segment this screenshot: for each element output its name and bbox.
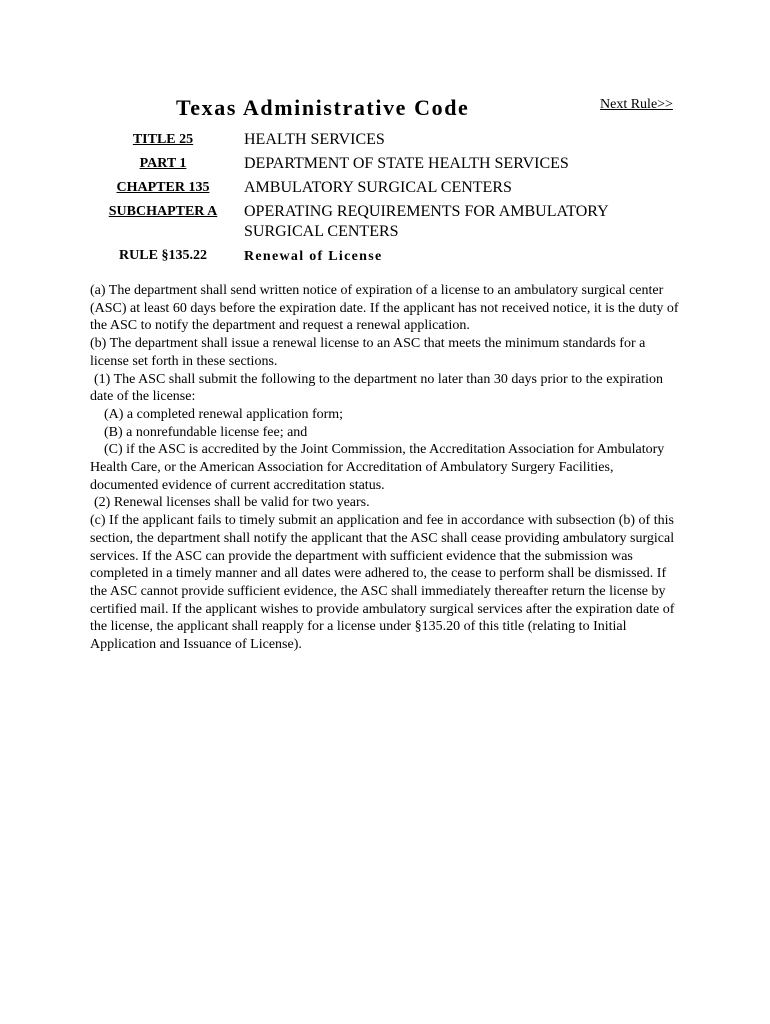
hierarchy-row-part xyxy=(90,152,690,176)
subchapter-link[interactable]: SUBCHAPTER A xyxy=(108,204,218,219)
rule-label: RULE §135.22 xyxy=(119,248,207,263)
title-link[interactable]: TITLE 25 xyxy=(132,132,194,147)
paragraph-b-1-a: (A) a completed renewal application form; xyxy=(104,406,344,422)
paragraph-a: (a) The department shall send written notice of expiration of a license to an ambulatory surgical center (ASC) at least 60 days before the expiration date. If the applicant has not received notice, it is the duty of the ASC to notify the department and request a renewal application. xyxy=(90,283,679,334)
rule-body xyxy=(90,282,680,654)
paragraph-b-2: (2) Renewal licenses shall be valid for two years. xyxy=(94,495,370,511)
next-rule-link[interactable]: Next Rule>> xyxy=(600,97,673,112)
part-value: DEPARTMENT OF STATE HEALTH SERVICES xyxy=(244,155,569,172)
part-link[interactable]: PART 1 xyxy=(139,156,187,171)
rule-name: Renewal of License xyxy=(244,249,383,264)
paragraph-c: (c) If the applicant fails to timely submit an application and fee in accordance with subsection (b) of this section, the department shall notify the applicant that the ASC shall cease providing ambulatory surgical services. If the ASC can provide the department with sufficient evidence that the submission was completed in a timely manner and all dates were adhered to, the cease to perform shall be dismissed. If the ASC cannot provide sufficient evidence, the ASC shall immediately thereafter return the license by certified mail. If the applicant wishes to provide ambulatory surgical services after the expiration date of the license, the applicant shall reapply for a license under §135.20 of this title (relating to Initial Application and Issuance of License). xyxy=(90,513,675,653)
paragraph-b-1-c: (C) if the ASC is accredited by the Joint Commission, the Accreditation Association for Ambulatory Health Care, or the American Association for Accreditation of Ambulatory Surgery Facilities, documented evidence of current accreditation status. xyxy=(90,442,665,493)
hierarchy-row-title xyxy=(90,128,690,152)
hierarchy-row-rule xyxy=(90,244,690,269)
chapter-link[interactable]: CHAPTER 135 xyxy=(116,180,210,195)
chapter-value: AMBULATORY SURGICAL CENTERS xyxy=(244,179,512,196)
hierarchy-row-chapter xyxy=(90,176,690,200)
paragraph-b-1: (1) The ASC shall submit the following to the department no later than 30 days prior to the expiration date of the license: xyxy=(90,371,663,405)
title-value: HEALTH SERVICES xyxy=(244,131,385,148)
paragraph-b-1-b: (B) a nonrefundable license fee; and xyxy=(104,424,308,440)
rule-hierarchy xyxy=(90,128,690,269)
paragraph-b: (b) The department shall issue a renewal license to an ASC that meets the minimum standards for a license set forth in these sections. xyxy=(90,336,646,369)
hierarchy-row-subchapter xyxy=(90,200,690,244)
document-title: Texas Administrative Code xyxy=(176,95,470,120)
subchapter-value: OPERATING REQUIREMENTS FOR AMBULATORY SURGICAL CENTERS xyxy=(244,203,609,240)
